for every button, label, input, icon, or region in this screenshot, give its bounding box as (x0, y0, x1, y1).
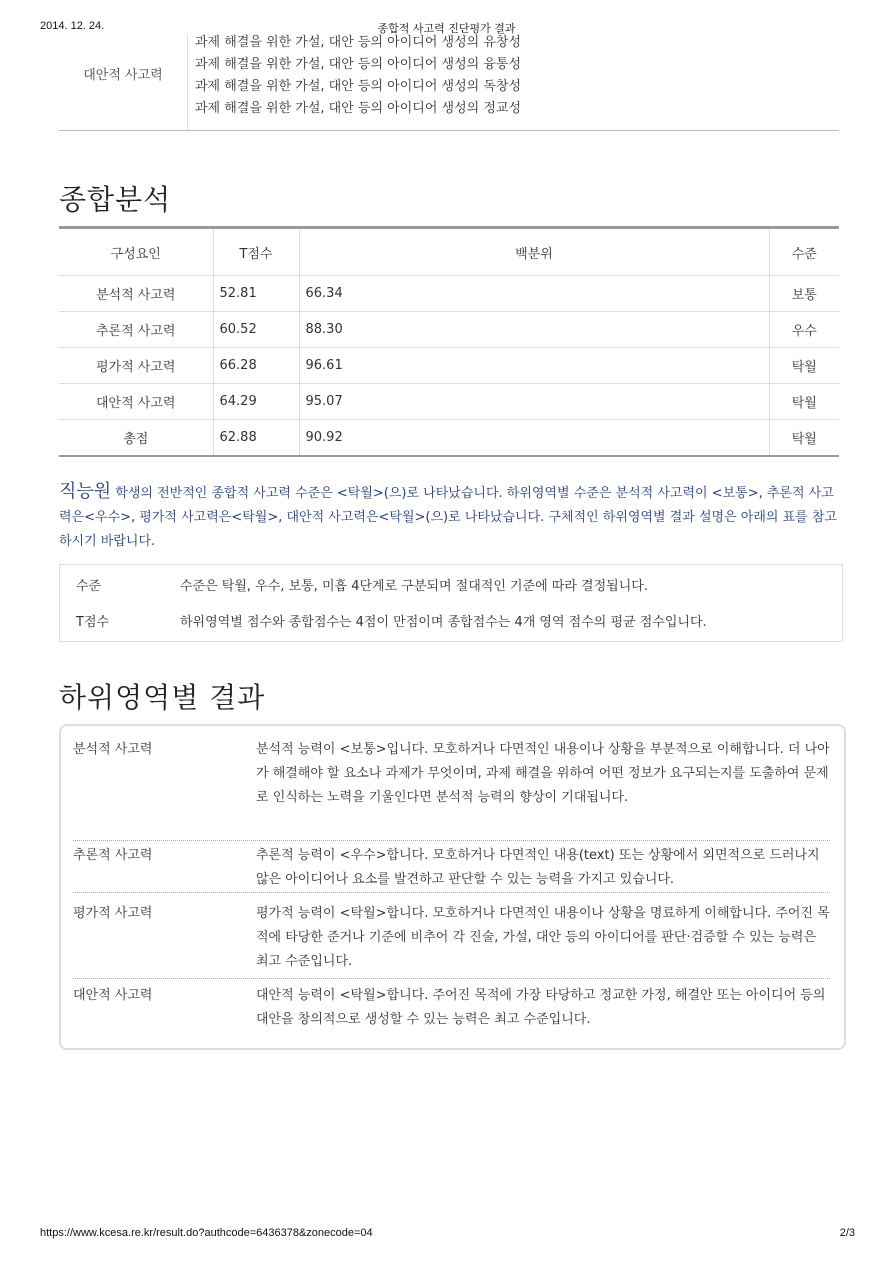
level-cell: 우수 (769, 312, 839, 348)
criteria-label-cell (59, 34, 188, 130)
list-item (73, 902, 830, 979)
criteria-label: 대안적 사고력 (83, 68, 163, 83)
tscore-cell: 52.81 (213, 276, 299, 312)
criteria-table-continued (59, 34, 839, 131)
tscore-cell: 66.28 (213, 348, 299, 384)
criteria-line: 과제 해결을 위한 가설, 대안 등의 아이디어 생성의 독창성 (195, 79, 522, 94)
subdomain-description: 평가적 능력이 <탁월>합니다. 모호하거나 다면적인 내용이나 상황을 명료하게 이해합니다. 주어진 목적에 타당한 준거나 기준에 비추어 각 진술, 가설, 대안 등의 아이디어를 판단·검증할 수 있는 능력은 최고 수준입니다. (256, 906, 830, 969)
level-cell: 보통 (769, 276, 839, 312)
factor-cell: 대안적 사고력 (59, 384, 213, 420)
list-item (73, 984, 830, 1034)
legend-row (60, 575, 842, 595)
summary-paragraph-text: 학생의 전반적인 종합적 사고력 수준은 <탁월>(으)로 나타났습니다. 하위영역별 수준은 분석적 사고력이 <보통>, 추론적 사고력은<우수>, 평가적 사고력은<탁월>, 대안적 사고력은<탁월>(으)로 나타났습니다. 구체적인 하위영역별 결과 설명은 아래의 표를 참고하시기 바랍니다. (59, 486, 837, 549)
percentile-cell: 96.61 (299, 348, 769, 384)
tscore-cell: 60.52 (213, 312, 299, 348)
factor-cell: 분석적 사고력 (59, 276, 213, 312)
table-row (59, 276, 839, 312)
legend-key: 수준 (76, 579, 102, 594)
criteria-line: 과제 해결을 위한 가설, 대안 등의 아이디어 생성의 융통성 (195, 57, 522, 72)
subdomain-name: 분석적 사고력 (73, 742, 153, 757)
criteria-line: 과제 해결을 위한 가설, 대안 등의 아이디어 생성의 유창성 (195, 35, 522, 50)
print-date: 2014. 12. 24. (40, 20, 105, 32)
percentile-cell: 88.30 (299, 312, 769, 348)
subdomain-description: 분석적 능력이 <보통>입니다. 모호하거나 다면적인 내용이나 상황을 부분적으로 이해합니다. 더 나아가 해결해야 할 요소나 과제가 무엇이며, 과제 해결을 위하여 어떤 정보가 요구되는지를 도출하여 문제로 인식하는 노력을 기울인다면 분석적 능력의 향상이 기대됩니다. (256, 742, 830, 805)
student-name: 직능원 (59, 481, 112, 502)
table-row (59, 384, 839, 420)
summary-header-row (59, 228, 839, 276)
level-cell: 탁월 (769, 348, 839, 384)
subdomain-description: 대안적 능력이 <탁월>합니다. 주어진 목적에 가장 타당하고 정교한 가정, 해결안 또는 아이디어 등의 대안을 창의적으로 생성할 수 있는 능력은 최고 수준입니다. (256, 988, 826, 1027)
list-item (73, 844, 830, 893)
subdomain-name: 추론적 사고력 (73, 848, 153, 863)
subdomain-results-box (59, 724, 846, 1050)
summary-paragraph (59, 480, 844, 554)
tscore-cell: 64.29 (213, 384, 299, 420)
criteria-line: 과제 해결을 위한 가설, 대안 등의 아이디어 생성의 정교성 (195, 101, 522, 116)
summary-table (59, 226, 839, 457)
total-row (59, 420, 839, 457)
subdomain-name: 평가적 사고력 (73, 906, 153, 921)
legend-value: 하위영역별 점수와 종합점수는 4점이 만점이며 종합점수는 4개 영역 점수의 평균 점수입니다. (180, 615, 707, 630)
subdomain-description: 추론적 능력이 <우수>합니다. 모호하거나 다면적인 내용(text) 또는 상황에서 외면적으로 드러나지 않은 아이디어나 요소를 발견하고 판단할 수 있는 능력을 가지고 있습니다. (256, 848, 820, 887)
list-item (73, 738, 830, 841)
total-percentile-cell: 90.92 (299, 420, 769, 457)
factor-cell: 평가적 사고력 (59, 348, 213, 384)
percentile-cell: 95.07 (299, 384, 769, 420)
col-header-tscore: T점수 (213, 228, 299, 276)
percentile-cell: 66.34 (299, 276, 769, 312)
criteria-lines (195, 34, 521, 120)
total-tscore-cell: 62.88 (213, 420, 299, 457)
page-number: 2/3 (839, 1227, 855, 1239)
legend-row (60, 611, 842, 631)
legend-value: 수준은 탁월, 우수, 보통, 미흡 4단계로 구분되며 절대적인 기준에 따라 결정됩니다. (180, 579, 648, 594)
table-row (59, 348, 839, 384)
total-level-cell: 탁월 (769, 420, 839, 457)
total-label-cell: 총점 (59, 420, 213, 457)
legend-key: T점수 (76, 615, 110, 630)
subdomain-heading: 하위영역별 결과 (59, 681, 266, 714)
level-cell: 탁월 (769, 384, 839, 420)
print-title: 종합적 사고력 진단평가 결과 (377, 22, 516, 35)
col-header-percentile: 백분위 (299, 228, 769, 276)
summary-heading: 종합분석 (59, 183, 172, 216)
col-header-level: 수준 (769, 228, 839, 276)
factor-cell: 추론적 사고력 (59, 312, 213, 348)
legend-box (59, 564, 843, 642)
col-header-factor: 구성요인 (59, 228, 213, 276)
subdomain-name: 대안적 사고력 (73, 988, 153, 1003)
table-row (59, 312, 839, 348)
print-url: https://www.kcesa.re.kr/result.do?authcode=6436378&zonecode=04 (40, 1227, 373, 1239)
